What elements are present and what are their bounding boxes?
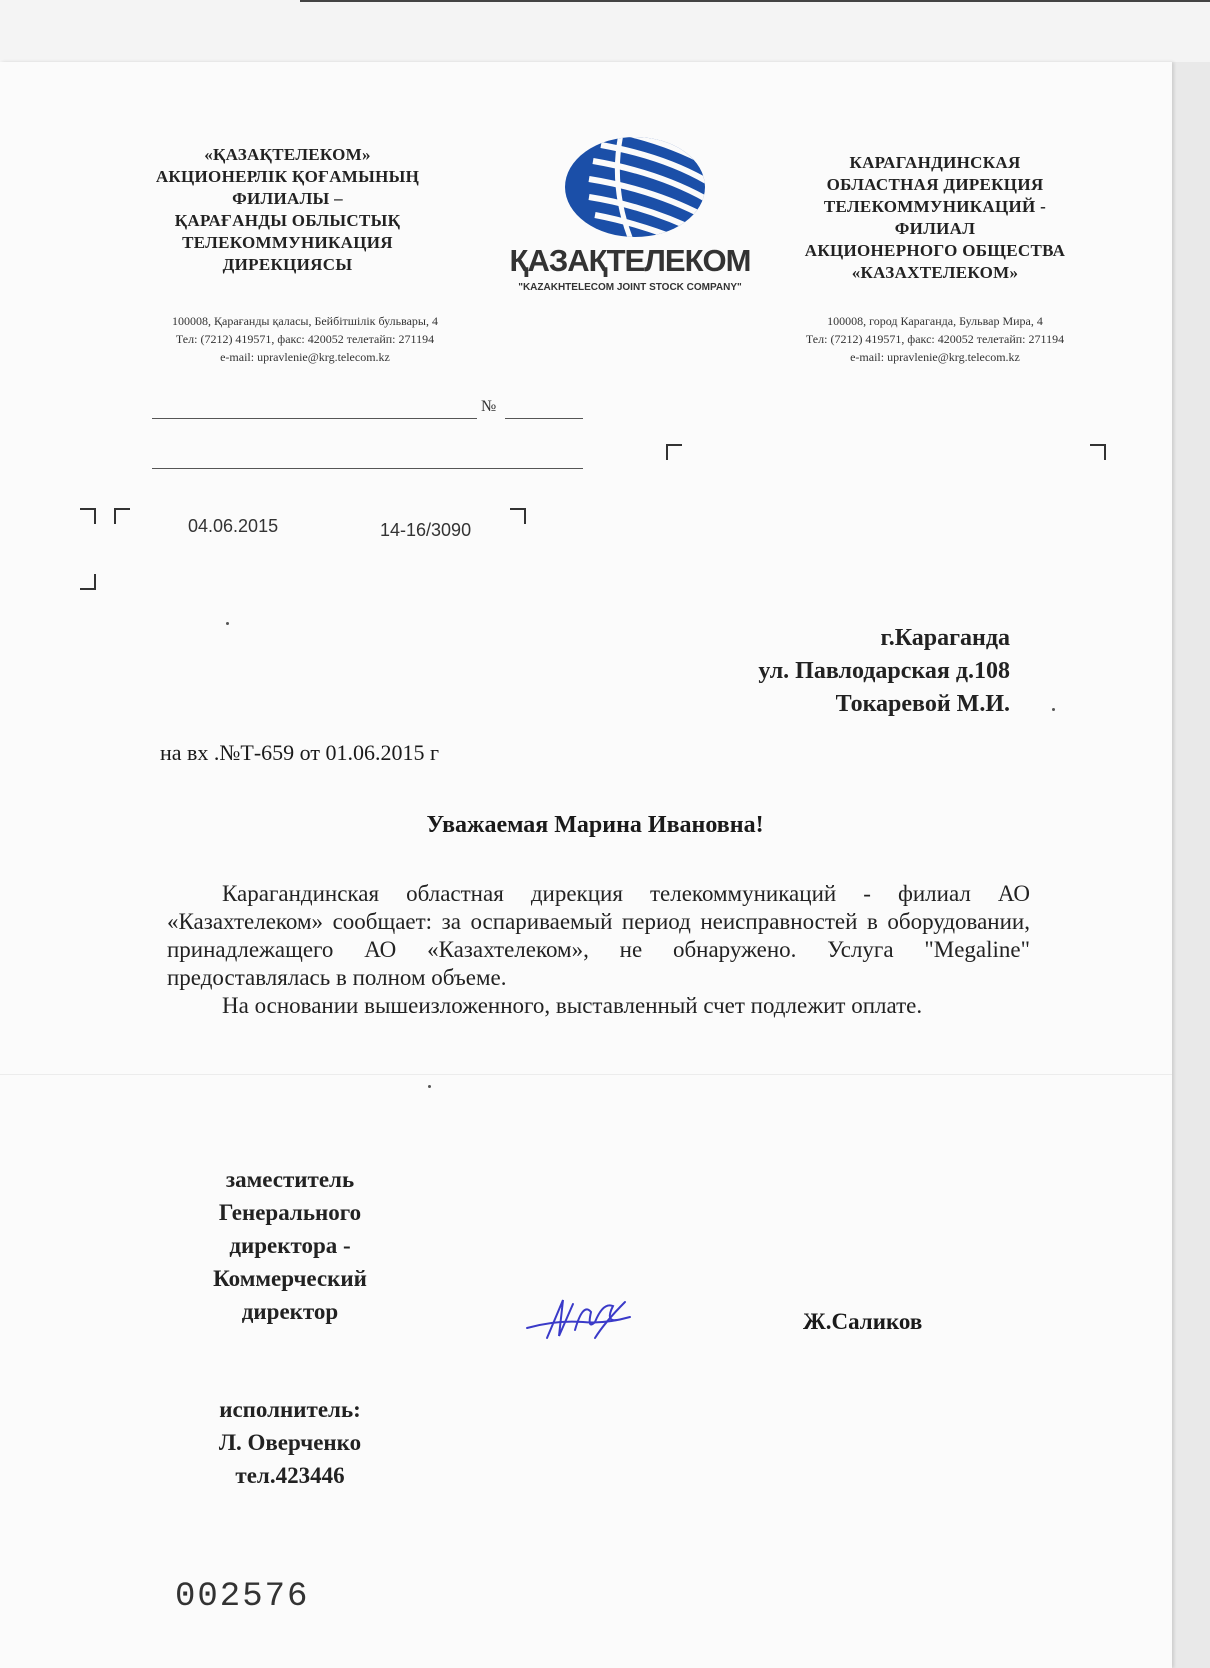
corner-mark (80, 508, 96, 524)
header-right-line: АКЦИОНЕРНОГО ОБЩЕСТВА (804, 241, 1066, 260)
header-left-line: ФИЛИАЛЫ – (232, 189, 343, 208)
globe-logo-icon (553, 135, 708, 240)
reference-line (152, 468, 583, 469)
header-left (150, 144, 425, 276)
title-line: Коммерческий (213, 1266, 367, 1291)
header-right-address (760, 312, 1110, 366)
corner-mark (80, 574, 96, 590)
date-line (152, 418, 477, 419)
address-line: 100008, Қарағанды қаласы, Бейбітшілік бульвары, 4 (172, 314, 438, 328)
header-right-line: «КАЗАХТЕЛЕКОМ» (851, 263, 1019, 282)
body-paragraph: На основании вышеизложенного, выставленный счет подлежит оплате. (222, 993, 923, 1018)
body-paragraph: Карагандинская областная дирекция телекоммуникаций - филиал АО «Казахтелеком» сообщает: за оспариваемый период неисправностей в оборудовании, принадлежащего АО «Казахтелеком», не обнаружено. Услуга "Megaline" предоставлялась в полном объеме. (167, 881, 1030, 990)
corner-mark (1090, 444, 1106, 460)
header-right-line: КАРАГАНДИНСКАЯ (849, 153, 1021, 172)
header-left-line: АКЦИОНЕРЛІК ҚОҒАМЫНЫҢ (155, 167, 420, 186)
serial-number: 002576 (175, 1578, 310, 1616)
header-right (790, 152, 1080, 284)
fold-line (0, 1074, 1172, 1075)
recipient (758, 622, 1010, 721)
header-left-line: ДИРЕКЦИЯСЫ (222, 255, 353, 274)
address-line: e-mail: upravlenie@krg.telecom.kz (850, 350, 1020, 364)
handwritten-signature-icon (525, 1292, 635, 1352)
header-left-line: ҚАРАҒАНДЫ ОБЛЫСТЫҚ (174, 211, 401, 230)
corner-mark (510, 508, 526, 524)
scan-speck (428, 1085, 431, 1088)
header-right-line: ТЕЛЕКОММУНИКАЦИЙ - (823, 197, 1047, 216)
recipient-line: Токаревой М.И. (835, 691, 1010, 717)
header-right-line: ФИЛИАЛ (894, 219, 976, 238)
header-left-line: ТЕЛЕКОММУНИКАЦИЯ (182, 233, 393, 252)
greeting: Уважаемая Марина Ивановна! (426, 812, 764, 838)
address-line: e-mail: upravlenie@krg.telecom.kz (220, 350, 390, 364)
corner-mark (666, 444, 682, 460)
header-left-line: «ҚАЗАҚТЕЛЕКОМ» (204, 145, 371, 164)
logo-subtitle: "KAZAKHTELECOM JOINT STOCK COMPANY" (518, 282, 742, 293)
executor-line: Л. Оверченко (218, 1430, 362, 1455)
scan-speck (226, 622, 229, 625)
title-line: директор (241, 1299, 339, 1324)
number-sign: № (481, 398, 497, 415)
address-line: Тел: (7212) 419571, факс: 420052 телетайп: 271194 (175, 332, 435, 346)
header-right-line: ОБЛАСТНАЯ ДИРЕКЦИЯ (826, 175, 1044, 194)
incoming-reference: на вх .№Т-659 от 01.06.2015 г (160, 740, 440, 765)
corner-mark (114, 508, 130, 524)
title-line: Генерального (218, 1200, 362, 1225)
executor-line: исполнитель: (219, 1397, 361, 1422)
address-line: Тел: (7212) 419571, факс: 420052 телетайп: 271194 (805, 332, 1065, 346)
scan-edge-line (300, 0, 1210, 2)
recipient-line: г.Караганда (880, 625, 1010, 651)
scan-speck (1052, 708, 1055, 711)
signatory-name: Ж.Саликов (803, 1309, 923, 1334)
title-line: директора - (229, 1233, 351, 1258)
letter-body (167, 880, 1030, 1020)
title-line: заместитель (225, 1167, 355, 1192)
executor (170, 1393, 410, 1492)
scan-background (0, 0, 1210, 62)
stamp-number: 14-16/3090 (380, 520, 472, 540)
address-line: 100008, город Караганда, Бульвар Мира, 4 (827, 314, 1043, 328)
recipient-line: ул. Павлодарская д.108 (758, 658, 1010, 684)
header-left-address (130, 312, 480, 366)
logo-name: ҚАЗАҚТЕЛЕКОМ (509, 243, 751, 278)
number-line (505, 418, 583, 419)
stamp-date: 04.06.2015 (188, 516, 279, 536)
signatory-title (170, 1163, 410, 1328)
executor-line: тел.423446 (235, 1463, 345, 1488)
